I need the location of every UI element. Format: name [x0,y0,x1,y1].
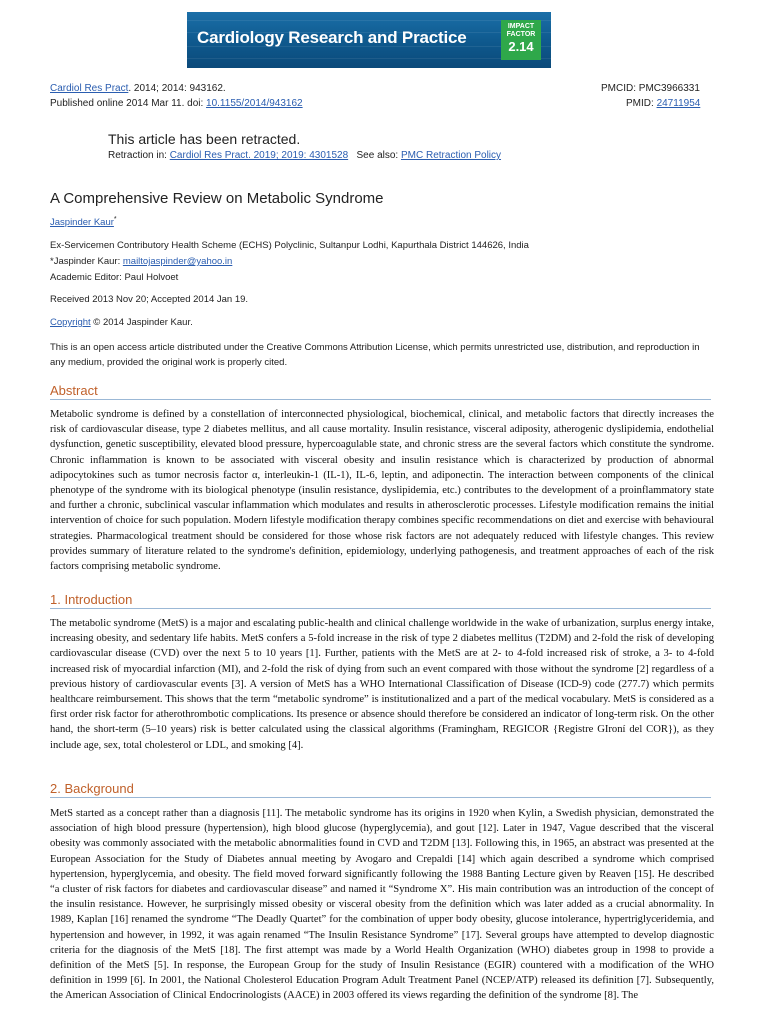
impact-label: IMPACT [507,23,535,30]
dates: Received 2013 Nov 20; Accepted 2014 Jan 19. [50,294,249,305]
background-heading: 2. Background [50,781,711,798]
affiliation: Ex-Servicemen Contributory Health Scheme (ECHS) Polyclinic, Sultanpur Lodhi, Kapurthala District 144626, India [50,240,529,251]
published-prefix: Published online 2014 Mar 11. doi: [50,98,207,109]
journal-banner[interactable] [187,12,551,68]
abstract-heading: Abstract [50,383,711,400]
author-sup: * [113,216,117,223]
pmcid: PMCID: PMC3966331 [601,83,700,94]
citation-rest: . 2014; 2014: 943162. [128,83,226,94]
author-line [50,216,117,228]
citation-line [50,81,226,96]
author-link[interactable]: Jaspinder Kaur [50,217,114,229]
academic-editor: Academic Editor: Paul Holvoet [50,272,179,283]
impact-value: 2.14 [508,39,534,54]
copyright-line [50,317,193,328]
doi-link[interactable]: 10.1155/2014/943162 [206,98,303,109]
retraction-prefix: Retraction in: [108,150,170,161]
background-text: MetS started as a concept rather than a diagnosis [11]. The metabolic syndrome has its origins in 1920 when Kylin, a Swedish physician, demonstrated the association of high blood pressure (hypertension), high blood glucose (hyperglycemia), and gout [12]. Later in 1947, Vague described that the visceral obesity was commonly associated with the metabolic abnormalities found in CVD and T2DM [13]. Following this, in 1965, an abstract was presented at the European Association for the Study of Diabetes annual meeting by Avogaro and Crepaldi [14] which again described a syndrome which comprised hypertension, hyperglycemia, and obesity. The field moved forward significantly following the 1988 Banting Lecture given by Reaven [15]. He described “a cluster of risk factors for diabetes and cardiovascular disease” and named it “Syndrome X”. His main contribution was an introduction of the concept of the insulin resistance. However, he surprisingly missed obesity or visceral obesity from the definition which was later added as a crucial abnormality. In 1989, Kaplan [16] renamed the syndrome “The Deadly Quartet” for the combination of upper body obesity, glucose intolerance, hypertriglyceridemia, and hypertension and however, in 1992, it was again renamed “The Insulin Resistance Syndrome” [17]. Several groups have attempted to develop diagnostic criteria for the diagnosis of the MetS [18]. The first attempt was made by a World Health Organization (WHO) diabetes group in 1998 to provide a definition of the MetS [5]. In response, the European Group for the study of Insulin Resistance (EGIR) countered with a modification of the WHO definition in 1999 [6]. In 2001, the National Cholesterol Education Program Adult Treatment Panel (NCEP/ATP) released its definition [7]. Subsequently, the American Association of Clinical Endocrinologists (AACE) in 2003 offered its views regarding the definition of the syndrome [8]. The [50,808,714,1002]
license-text: This is an open access article distributed under the Creative Commons Attribution License, which permits unrestricted use, distribution, and reproduction in any medium, provided the original work is properly cited. [50,342,700,368]
pmid-link[interactable]: 24711954 [656,98,701,109]
retraction-title: This article has been retracted. [108,131,301,147]
corresponding-prefix: *Jaspinder Kaur: [50,256,123,267]
corresponding-line [50,256,232,267]
abstract-text: Metabolic syndrome is defined by a constellation of interconnected physiological, biochemical, clinical, and metabolic factors that directly increases the risk of cardiovascular disease, type 2 diabetes mellitus, and all cause mortality. Insulin resistance, visceral adiposity, atherogenic dyslipidemia, endothelial dysfunction, genetic susceptibility, elevated blood pressure, hypercoagulable state, and chronic stress are the several factors which constitute the syndrome. Chronic inflammation is known to be associated with visceral obesity and insulin resistance which is characterized by production of abnormal adipocytokines such as tumor necrosis factor α, interleukin-1 (IL-1), IL-6, leptin, and adiponectin. The interaction between components of the clinical phenotype of the syndrome with its biological phenotype (insulin resistance, dyslipidemia, etc.) contributes to the development of a proinflammatory state and further a chronic, subclinical vascular inflammation which modulates and results in atherosclerotic processes. Lifestyle modification remains the initial intervention of choice for such population. Modern lifestyle modification therapy combines specific recommendations on diet and exercise with behavioural strategies. Pharmacological treatment should be considered for those whose risk factors are not adequately reduced with lifestyle changes. This review provides summary of literature related to the syndrome's definition, epidemiology, underlying pathogenesis, and treatment approaches of each of the risk factors comprising metabolic syndrome. [50,409,714,573]
journal-title: Cardiology Research and Practice [197,28,467,47]
see-also-label: See also: [356,150,401,161]
copyright-rest: © 2014 Jaspinder Kaur. [90,317,193,328]
impact-factor-badge [501,20,541,60]
journal-link[interactable]: Cardiol Res Pract [50,83,129,94]
introduction-heading: 1. Introduction [50,592,711,609]
retraction-link[interactable]: Cardiol Res Pract. 2019; 2019: 4301528 [169,150,349,161]
pmid-line [626,96,700,111]
introduction-text: The metabolic syndrome (MetS) is a major and escalating public-health and clinical challenge worldwide in the wake of urbanization, surplus energy intake, increasing obesity, and sedentary life habits. MetS confers a 5-fold increase in the risk of type 2 diabetes mellitus (T2DM) and 2-fold the risk of developing cardiovascular disease (CVD) over the next 5 to 10 years [1]. Further, patients with the MetS are at 2- to 4-fold increased risk of stroke, a 3- to 4-fold increased risk of myocardial infarction (MI), and 2-fold the risk of dying from such an event compared with those without the syndrome [2] regardless of a previous history of cardiovascular events [3]. A version of MetS has a WHO International Classification of Disease (ICD-9) code (277.7) which permits healthcare reimbursement. This shows that the term “metabolic syndrome” is institutionalized and a part of the medical vocabulary. MetS is considered as a first order risk factor for atherothrombotic complications. Its presence or absence should therefore be considered an indicator of long-term risk. On the other hand, the short-term (5–10 years) risk is better calculated using the classical algorithms (Framingham, REGICOR {Registre GIroní del COR}), as they include age, sex, total cholesterol or LDL, and smoking [4]. [50,618,714,751]
retraction-policy-link[interactable]: PMC Retraction Policy [400,150,502,161]
factor-label: FACTOR [506,31,536,38]
copyright-link[interactable]: Copyright [50,317,91,328]
article-title: A Comprehensive Review on Metabolic Syndrome [50,190,384,207]
email-link[interactable]: mailtojaspinder@yahoo.in [122,256,233,267]
published-line [50,96,303,111]
retraction-line [108,150,501,161]
pmid-label: PMID: [626,98,657,109]
